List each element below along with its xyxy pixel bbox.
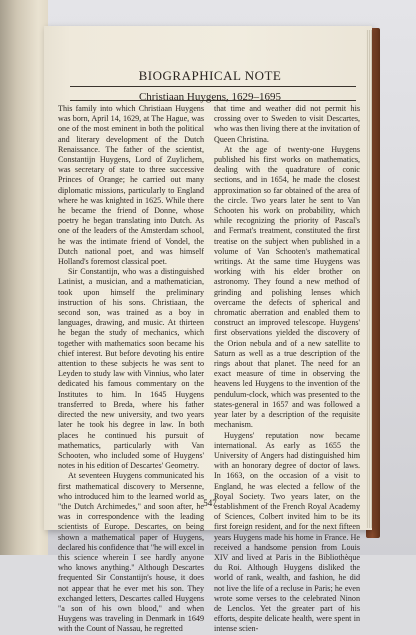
paragraph: At seventeen Huygens communicated his first mathematical discovery to Mersenne, who introduced him to the learned world as "the Dutch Archimedes," and soon after, he was in correspondence with the leading scientists of Europe. Descartes, on being shown a mathematical paper of Huygens, declared his confidence that "he will excel in this science wherein I see hardly anyone who knows anything." Although Descartes frequented Sir Constantijn's house, it does not appear that he ever met his son. They exchanged letters, Descartes called Huygens "a son of his own blood," and when Huygens was traveling in Denmark in 1649 with the Count of Nassau, he regretted [58,471,204,634]
paragraph: that time and weather did not permit his crossing over to Sweden to visit Descartes, who was then living there at the invitation of Queen Christina. [214,104,360,144]
page-number: 547 [203,498,217,508]
left-page-curl [0,0,48,555]
subtitle-block [60,88,360,104]
page-subtitle: Christiaan Huygens, 1629–1695 [138,91,282,103]
text-columns [58,104,360,634]
title-rule-bottom [70,100,356,101]
left-column [58,104,204,634]
page-edges [366,30,372,528]
paragraph: At the age of twenty-one Huygens published his first works on mathematics, dealing with the quadrature of conic sections, and in 1654, he made the closest approximation so far obtained of the area of the circle. Two years later he sent to Van Schooten his work on probability, which while recognizing the priority of Pascal's and Fermat's treatment, constituted the first treatise on the subject when published in a volume of Van Schooten's mathematical writings. At the same time Huygens was working with his elder brother on astronomy. They found a new method of grinding and polishing lenses which overcame the defects of spherical and chromatic aberration and enabled them to construct an improved telescope. Huygens' first observations yielded the discovery of the Orion nebula and of a new satellite to Saturn as well as a true description of the rings about that planet. The need for an exact measure of time in observing the heavens led Huygens to the invention of the pendulum-clock, which was presented to the states-general in 1657 and was followed a year later by a description of the requisite mechanism. [214,144,360,430]
paragraph: This family into which Christiaan Huygens was born, April 14, 1629, at The Hague, was one of the most eminent in both the political and literary development of the Dutch Renaissance. The father of the scientist, Constantijn Huygens, Lord of Zuylichem, was secretary of state to three successive Princes of Orange; he carried out many diplomatic missions, particularly to England where he was knighted in 1625. While there he became the friend of Donne, whose poetry he began translating into Dutch. As one of the leaders of the Amsterdam school, he was the intimate friend of Vondel, the Dutch national poet, and was himself Holland's foremost classical poet. [58,104,204,267]
page-header [60,52,360,84]
paragraph: Sir Constantijn, who was a distinguished Latinist, a musician, and a mathematician, took upon himself the preliminary instruction of his sons. Christiaan, the second son, was trained as a boy in languages, drawing, and music. At thirteen he began the study of mechanics, which together with mathematics soon became his chief interest. But before devoting his entire attention to these subjects he was sent to Leyden to study law with Vinnius, who later dedicated his famous commentary on the Institutes to him. In 1645 Huygens transferred to Breda, where his father directed the new university, and two years later he took his degree in law. In both places he continued his pursuit of mathematics, particularly with Van Schooten, who included some of Huygens' notes in his edition of Descartes' Geometry. [58,267,204,471]
page-title: BIOGRAPHICAL NOTE [138,68,282,83]
title-rule-top [70,86,356,87]
paragraph: Huygens' reputation now became international. As early as 1655 the University of Angers had distinguished him with an honorary degree of doctor of laws. In 1663, on the occasion of a visit to England, he was elected a fellow of the Royal Society. Two years later, on the establishment of the French Royal Academy of Sciences, Colbert invited him to be its first foreign resident, and for the next fifteen years Huygens made his home in France. He received a handsome pension from Louis XIV and lived at Paris in the Bibliothèque du Roi. Although Huygens disliked the world of rank, wealth, and fashion, he did not live the life of a recluse in Paris; he even wrote some verses to the celebrated Ninon de Lenclos. Yet the greater part of his efforts, despite delicate health, were spent in intense scien- [214,430,360,634]
right-column [214,104,360,634]
